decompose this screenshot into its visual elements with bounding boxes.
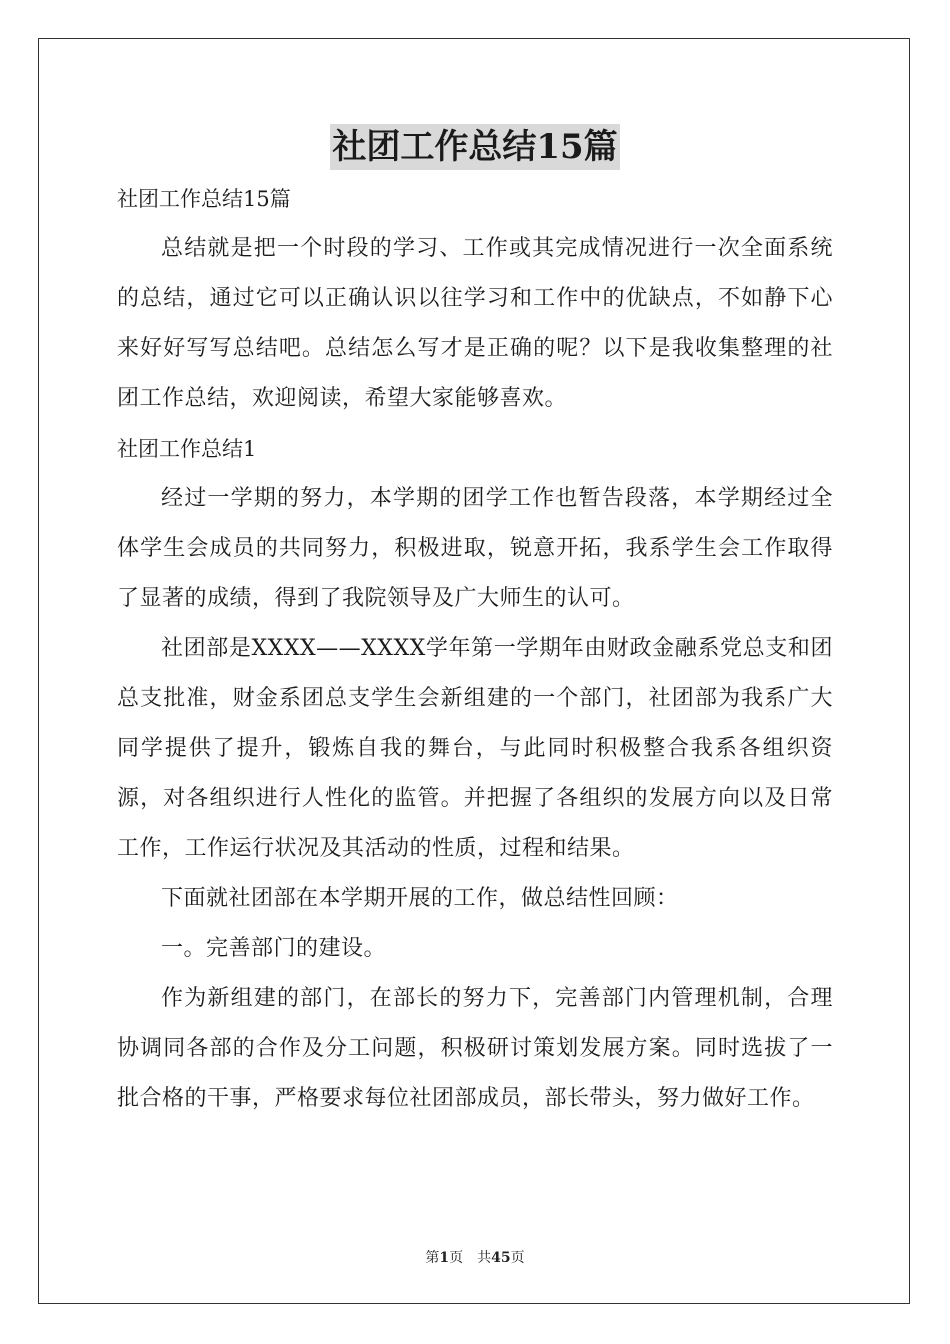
document-title: 社团工作总结15篇 (330, 124, 619, 170)
body-paragraph: 一。完善部门的建设。 (161, 936, 387, 961)
document-body (117, 124, 833, 1124)
body-paragraph: 经过一学期的努力，本学期的团学工作也暂告段落，本学期经过全体学生会成员的共同努力，积极进取，锐意开拓，我系学生会工作取得了显著的成绩，得到了我院领导及广大师生的认可。 (117, 486, 833, 611)
section-heading: 社团工作总结1 (117, 437, 257, 461)
current-page-number: 1 (439, 1250, 450, 1266)
footer-mid: 页 共 (449, 1250, 492, 1266)
body-paragraph: 下面就社团部在本学期开展的工作，做总结性回顾： (161, 886, 679, 911)
title-block (117, 124, 833, 172)
total-pages-number: 45 (491, 1250, 511, 1266)
document-subtitle: 社团工作总结15篇 (117, 187, 291, 211)
footer-suffix: 页 (510, 1250, 525, 1266)
page-footer (0, 1247, 950, 1267)
body-paragraph: 社团部是XXXX——XXXX学年第一学期年由财政金融系党总支和团总支批准，财金系团总支学生会新组建的一个部门，社团部为我系广大同学提供了提升，锻炼自我的舞台，与此同时积极整合我系各组织资源，对各组织进行人性化的监管。并把握了各组织的发展方向以及日常工作，工作运行状况及其活动的性质，过程和结果。 (117, 636, 833, 861)
intro-paragraph: 总结就是把一个时段的学习、工作或其完成情况进行一次全面系统的总结，通过它可以正确认识以往学习和工作中的优缺点，不如静下心来好好写写总结吧。总结怎么写才是正确的呢？以下是我收集整理的社团工作总结，欢迎阅读，希望大家能够喜欢。 (117, 236, 833, 411)
body-paragraph: 作为新组建的部门，在部长的努力下，完善部门内管理机制，合理协调同各部的合作及分工问题，积极研讨策划发展方案。同时选拔了一批合格的干事，严格要求每位社团部成员，部长带头，努力做好工作。 (117, 986, 833, 1111)
footer-prefix: 第 (425, 1250, 440, 1266)
